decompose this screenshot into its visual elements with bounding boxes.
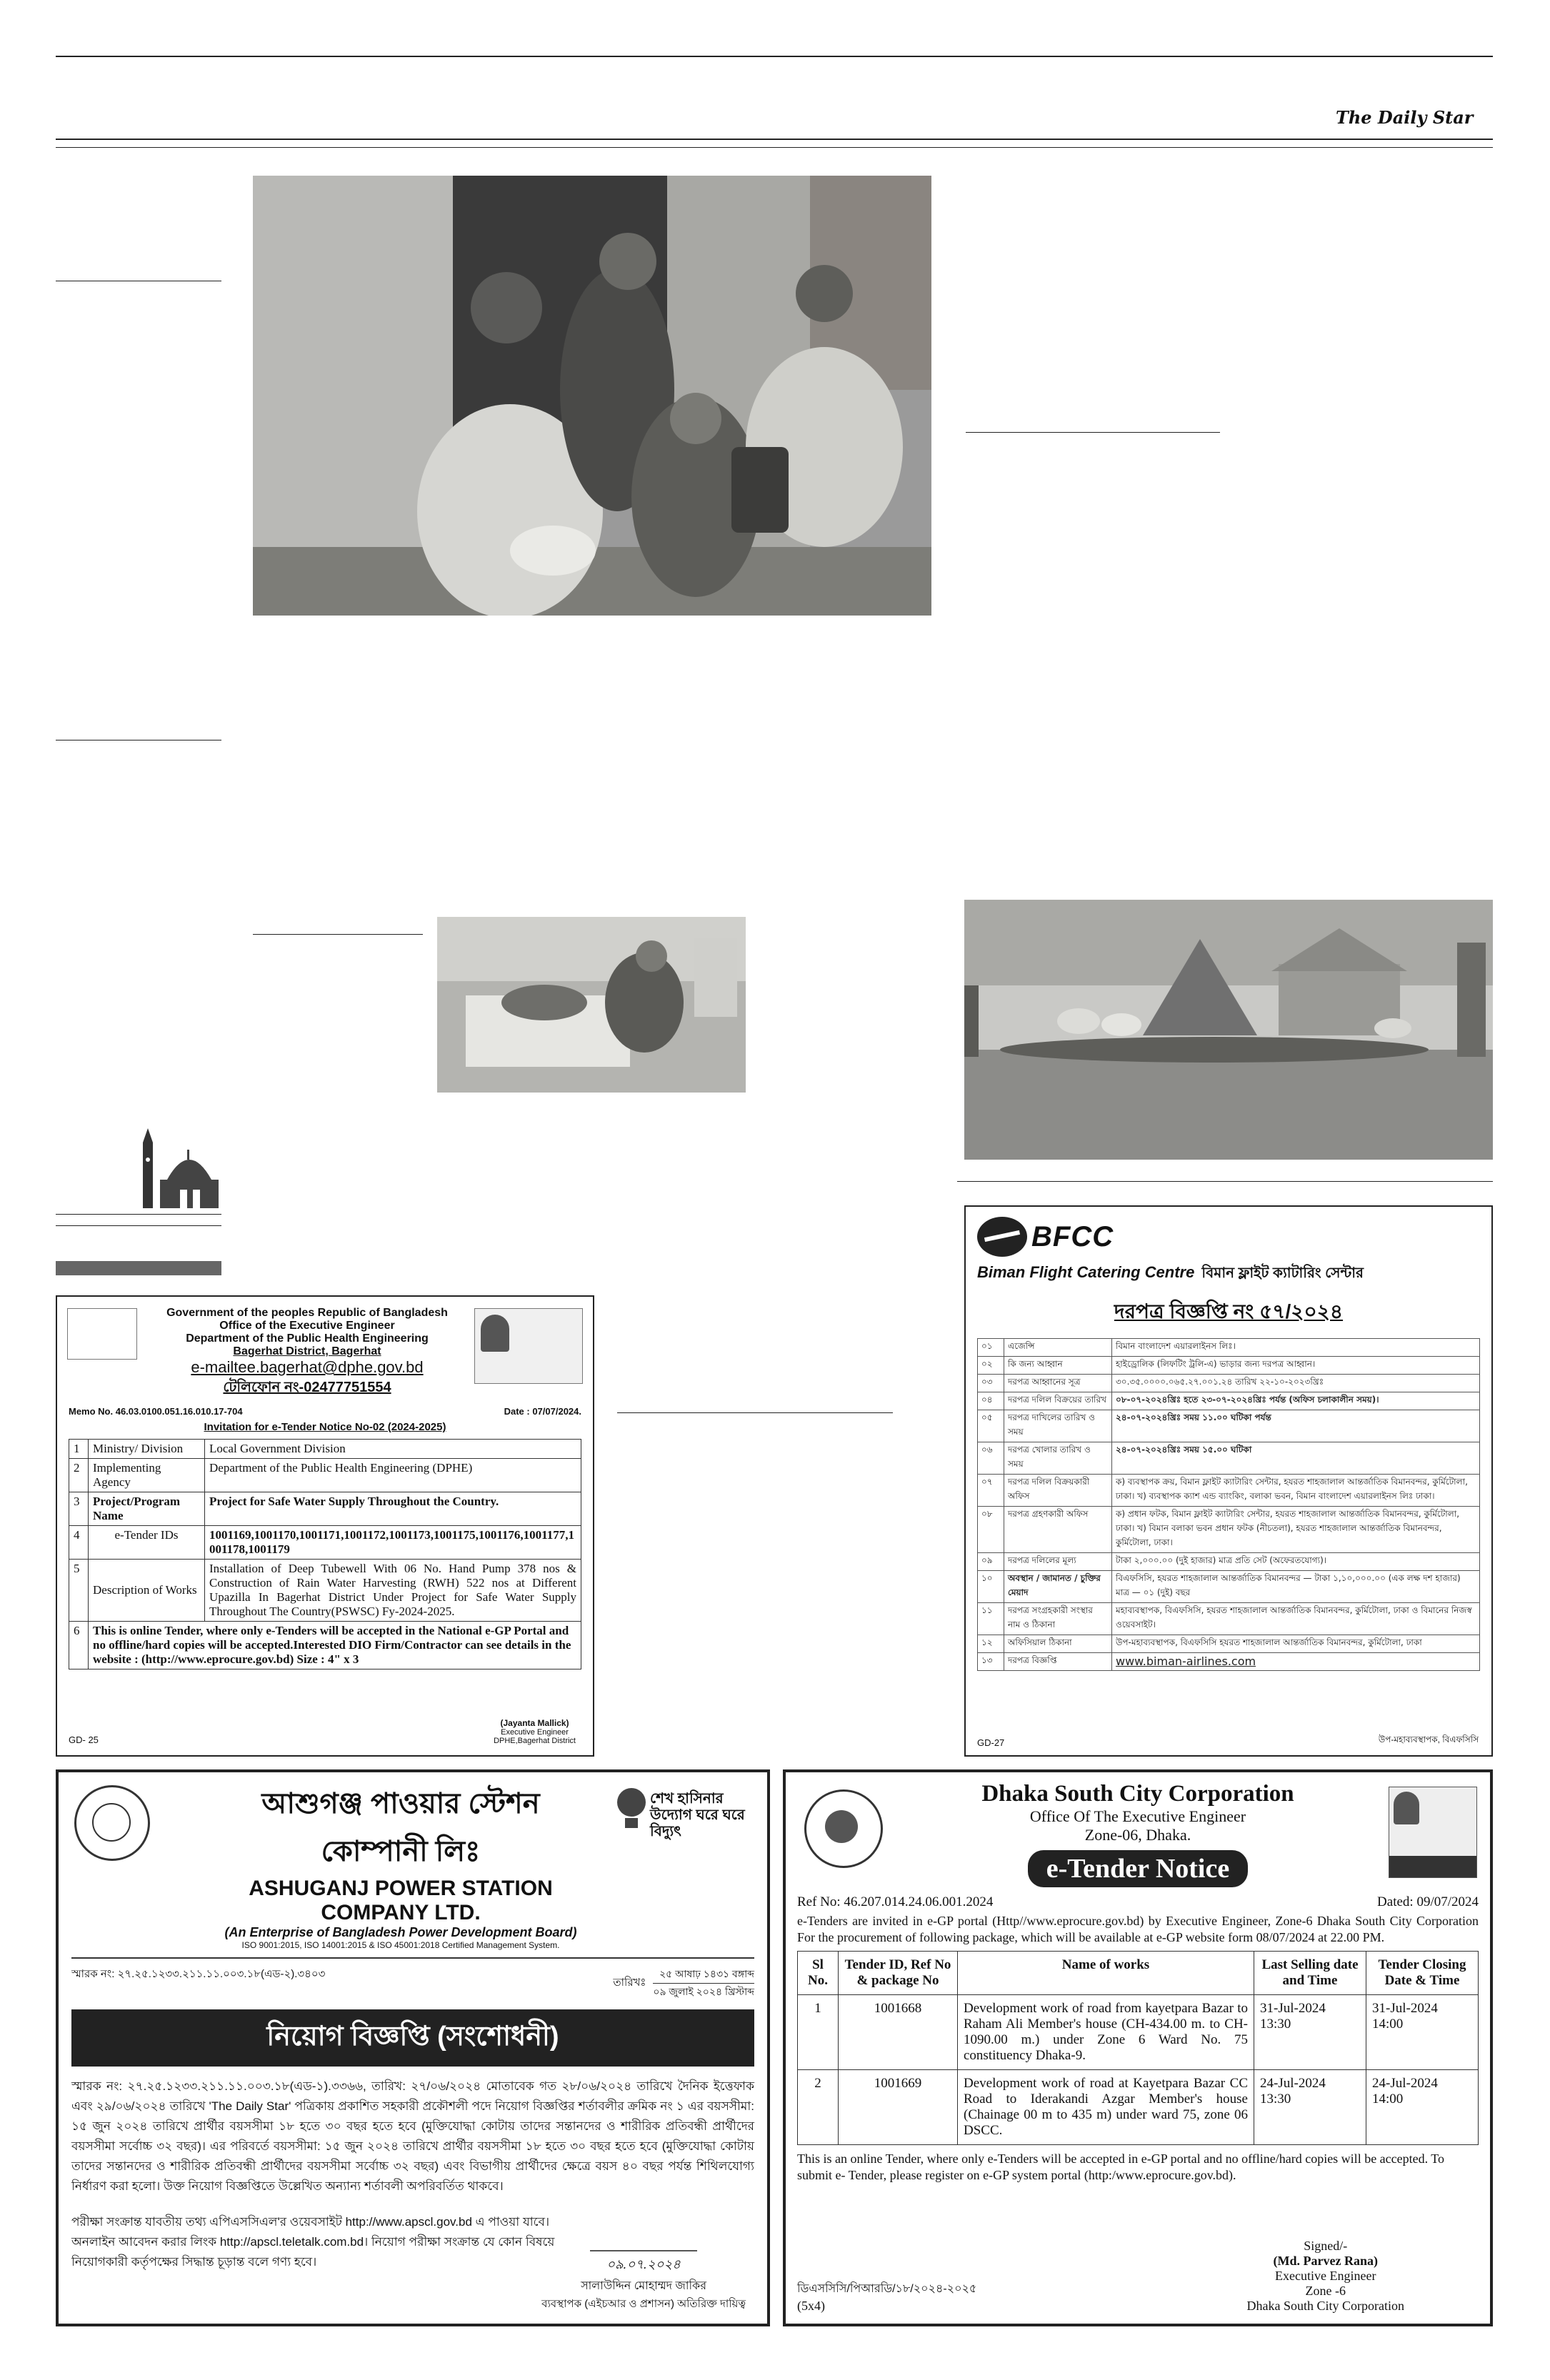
column-separator xyxy=(617,1412,893,1413)
masthead-logo: The Daily Star xyxy=(1336,107,1474,128)
ad-separator xyxy=(957,1181,1493,1182)
dscc-tender-ad xyxy=(783,1769,1493,2326)
table-row: ০৪ দরপত্র দলিল বিক্রয়ের তারিখ ০৮-০৭-২০২৪খ্রিঃ হতে ২৩-০৭-২০২৪খ্রিঃ পর্যন্ত (অফিস চলাকালীন সময়)। xyxy=(978,1392,1480,1410)
table-row: ০৯ দরপত্র দলিলের মূল্য টাকা ২,০০০.০০ (দুই হাজার) মাত্র প্রতি সেট (অফেরতযোগ্য)। xyxy=(978,1553,1480,1571)
photo-image xyxy=(964,900,1493,1160)
table-row: 5 Description of Works Installation of Deep Tubewell With 06 No. Hand Pump 378 nos & Construction of Rain Water Harvesting (RWH) 522 nos at Different Upazilla In Bagerhat District Under Project for Safe Water Supply Throughout The Country(PSWSC) Fy-2024-2025. xyxy=(69,1560,581,1622)
tender-table xyxy=(977,1338,1480,1671)
company-name-bn: আশুগঞ্জ পাওয়ার স্টেশন কোম্পানী লিঃ xyxy=(261,1788,540,1867)
dscc-logo xyxy=(804,1789,883,1868)
signer-org: Dhaka South City Corporation xyxy=(1246,2299,1404,2313)
signed-label: Signed/- xyxy=(1304,2239,1348,2253)
section-rule xyxy=(56,1214,221,1215)
company-name-en: Biman Flight Catering Centre xyxy=(977,1263,1195,1281)
section-rule xyxy=(56,1225,221,1226)
table-row: ০৮ দরপত্র গ্রহণকারী অফিস ক) প্রধান ফটক, বিমান ফ্লাইট ক্যাটারিং সেন্টার, হযরত শাহজালাল আন্তর্জাতিক বিমানবন্দর, কুর্মিটোলা, ঢাকা। খ) বিমান বলাকা ভবন প্রধান ফটক (নীচতলা), হযরত শাহজালাল আন্তর্জাতিক বিমানবন্দর, কুর্মিটোলা, ঢাকা। xyxy=(978,1507,1480,1553)
table-row: ০৩ দরপত্র আহ্বানের সূত্র ৩০.৩৫.০০০০.০৬৫.২৭.০০১.২৪ তারিখ ২২-১০-২০২৩খ্রিঃ xyxy=(978,1375,1480,1392)
notice-date: Dated: 09/07/2024 xyxy=(1377,1894,1479,1909)
date-label: তারিখঃ xyxy=(613,1977,646,1989)
signer-name: (Md. Parvez Rana) xyxy=(1273,2254,1378,2268)
signer-title: উপ-মহাব্যবস্থাপক, বিএফসিসি xyxy=(1378,1734,1479,1744)
table-row: ১০ অবস্থান / জামানত / চুক্তির মেয়াদ বিএফসিসি, হযরত শাহজালাল আন্তর্জাতিক বিমানবন্দর — টাকা ১,১০,০০০.০০ (এক লক্ষ দশ হাজার) মাত্র — ০১ (দুই) বছর xyxy=(978,1571,1480,1603)
signer-name: (Jayanta Mallick) xyxy=(500,1718,569,1728)
table-row: ০৫ দরপত্র দাখিলের তারিখ ও সময় ২৪-০৭-২০২৪খ্রিঃ সময় ১১.০০ ঘটিকা পর্যন্ত xyxy=(978,1410,1480,1442)
notice-intro: e-Tenders are invited in e-GP portal (Http//www.eprocure.gov.bd) by Executive Engineer, Zone-6 Dhaka South City Corporation For the procurement of following package, which will be available at e-GP website form 08/07/2024 at 22.00 PM. xyxy=(797,1914,1479,1945)
signature-date: ০৯.০৭.২০২৪ xyxy=(606,2257,681,2271)
memo-date: Date : 07/07/2024. xyxy=(504,1406,581,1417)
notice-title: নিয়োগ বিজ্ঞপ্তি (সংশোধনী) xyxy=(71,2009,754,2067)
notice-footer: পরীক্ষা সংক্রান্ত যাবতীয় তথ্য এপিএসসিএল'র ওয়েবসাইট http://www.apscl.gov.bd এ পাওয়া যাবে। অনলাইন আবেদন করার লিংক http://apscl.teletalk.com.bd। নিয়োগ পরীক্ষা সংক্রান্ত যে কোন বিষয়ে নিয়োগকারী কর্তৃপক্ষের সিদ্ধান্ত চূড়ান্ত বলে গণ্য হবে। xyxy=(71,2215,555,2269)
iso-line: ISO 9001:2015, ISO 14001:2015 & ISO 45001:2018 Certified Management System. xyxy=(241,1940,560,1950)
header-line: Government of the peoples Republic of Bangladesh xyxy=(166,1307,448,1319)
ad-code: GD-27 xyxy=(977,1737,1005,1748)
zone-name: Zone-06, Dhaka. xyxy=(1084,1826,1191,1844)
website-link[interactable]: www.biman-airlines.com xyxy=(1112,1653,1480,1671)
masthead-rule-1 xyxy=(56,139,1493,140)
ref-number: Ref No: 46.207.014.24.06.001.2024 xyxy=(797,1894,994,1909)
memo-number: স্মারক নং: ২৭.২৫.১২৩৩.২১১.১১.০০৩.১৮(এড-২).৩৪০৩ xyxy=(71,1968,326,1980)
hospital-photo xyxy=(437,917,746,1093)
table-row: 2 Implementing Agency Department of the Public Health Engineering (DPHE) xyxy=(69,1459,581,1492)
table-row: 6 This is online Tender, where only e-Tenders will be accepted in the National e-GP Portal and no offline/hard copies will be accepted.Interested DIO Firm/Contractor can see details in the website : (http://www.eprocure.gov.bd) Size : 4" x 3 xyxy=(69,1622,581,1669)
table-row: ০২ কি জন্য আহ্বান হাইড্রোলিক (লিফটিং ট্রলি-এ) ভাড়ার জন্য দরপত্র আহ্বান। xyxy=(978,1357,1480,1375)
header-line: Department of the Public Health Engineering xyxy=(186,1332,429,1345)
table-row: 3 Project/Program Name Project for Safe Water Supply Throughout the Country. xyxy=(69,1492,581,1526)
slogan: শেখ হাসিনার উদ্যোগ ঘরে ঘরে বিদ্যুৎ xyxy=(650,1791,745,1839)
company-name-en: ASHUGANJ POWER STATION COMPANY LTD. xyxy=(249,1877,553,1924)
table-row: 2 1001669 Development work of road at Kayetpara Bazar CC Road to Iderakandi Azgar Member's house (Chainage 00 m to 435 m) under ward 75, zone 06 DSCC. 24-Jul-2024 13:30 24-Jul-2024 14:00 xyxy=(798,2069,1479,2144)
table-row: ০১ এজেন্সি বিমান বাংলাদেশ এয়ারলাইনস লিঃ। xyxy=(978,1339,1480,1357)
apscl-recruitment-ad xyxy=(56,1769,770,2326)
bfcc-logo-icon xyxy=(977,1217,1027,1257)
bfcc-tender-ad xyxy=(964,1205,1493,1757)
top-rule xyxy=(56,56,1493,57)
header-line: Bagerhat District, Bagerhat xyxy=(233,1345,381,1357)
notice-title: দরপত্র বিজ্ঞপ্তি নং ৫৭/২০২৪ xyxy=(1114,1300,1344,1322)
company-subtitle: (An Enterprise of Bangladesh Power Development Board) xyxy=(224,1925,577,1939)
ad-size: (5x4) xyxy=(797,2299,825,2313)
phone-number: টেলিফোন নং-02477751554 xyxy=(223,1380,391,1395)
table-row: ১৩ দরপত্র বিজ্ঞপ্তি www.biman-airlines.com xyxy=(978,1653,1480,1671)
tender-table xyxy=(69,1439,581,1669)
flood-village-photo xyxy=(964,900,1493,1160)
signer-title: ব্যবস্থাপক (এইচআর ও প্রশাসন) অতিরিক্ত দায়িত্ব xyxy=(541,2298,746,2310)
column-separator xyxy=(253,934,423,935)
apscl-logo xyxy=(74,1785,150,1861)
signer-office: DPHE,Bagerhat District xyxy=(494,1737,576,1745)
table-row: 1 Ministry/ Division Local Government Division xyxy=(69,1440,581,1459)
table-row: ১২ অফিসিয়াল ঠিকানা উপ-মহাব্যবস্থাপক, বিএফসিসি হযরত শাহজালাল আন্তর্জাতিক বিমানবন্দর, কুর্মিটোলা, ঢাকা xyxy=(978,1635,1480,1653)
header-line: Office of the Executive Engineer xyxy=(219,1320,395,1332)
office-name: Office Of The Executive Engineer xyxy=(1029,1807,1246,1825)
memo-number: Memo No. 46.03.0100.051.16.010.17-704 xyxy=(69,1406,243,1417)
table-row: ০৬ দরপত্র খোলার তারিখ ও সময় ২৪-০৭-২০২৪খ্রিঃ সময় ১৫.০০ ঘটিকা xyxy=(978,1442,1480,1475)
table-row: ০৭ দরপত্র দলিল বিক্রয়কারী অফিস ক) ব্যবস্থাপক ক্রয়, বিমান ফ্লাইট ক্যাটারিং সেন্টার, হযরত শাহজালাল আন্তর্জাতিক বিমানবন্দর, কুর্মিটোলা, ঢাকা। খ) ব্যবস্থাপক ক্যাশ এন্ড ব্যাংকিং, বলাকা ভবন, বিমান বাংলাদেশ এয়ারলাইনস লিঃ ঢাকা। xyxy=(978,1475,1480,1507)
mosque-icon xyxy=(143,1128,219,1208)
masthead-rule-2 xyxy=(56,147,1493,148)
date-gregorian: ০৯ জুলাই ২০২৪ খ্রিস্টাব্দ xyxy=(653,1986,754,1997)
table-row: ১১ দরপত্র সংগ্রহকারী সংস্থার নাম ও ঠিকানা মহাব্যবস্থাপক, বিএফসিসি, হযরত শাহজালাল আন্তর্জাতিক বিমানবন্দর, কুর্মিটোলা, ঢাকা ও বিমানের নিজস্ব ওয়েবসাইট। xyxy=(978,1603,1480,1635)
brand-name: BFCC xyxy=(1031,1220,1114,1252)
notice-title: Invitation for e-Tender Notice No-02 (2024-2025) xyxy=(204,1421,446,1433)
photo-image xyxy=(253,176,931,616)
table-header-row: Sl No. Tender ID, Ref No & package No Name of works Last Selling date and Time Tender Closing Date & Time xyxy=(798,1951,1479,1994)
signer-name: সালাউদ্দিন মোহাম্মদ জাকির xyxy=(581,2280,707,2292)
signature xyxy=(590,2221,697,2251)
email-link[interactable]: e-mailtee.bagerhat@dphe.gov.bd xyxy=(191,1358,424,1376)
bulb-icon xyxy=(617,1788,646,1829)
dphe-tender-ad xyxy=(56,1295,594,1757)
column-separator xyxy=(966,432,1220,433)
signer-title: Executive Engineer xyxy=(501,1728,569,1737)
photo-image xyxy=(437,917,746,1093)
table-row: 4 e-Tender IDs 1001169,1001170,1001171,1001172,1001173,1001175,1001176,1001177,1001178,1001179 xyxy=(69,1526,581,1560)
notice-banner: e-Tender Notice xyxy=(1028,1850,1248,1887)
date-bangla: ২৫ আষাঢ় ১৪৩১ বঙ্গাব্দ xyxy=(653,1966,754,1984)
signer-title: Executive Engineer xyxy=(1275,2269,1376,2283)
notice-note: This is an online Tender, where only e-Tenders will be accepted in e-GP portal and no offline/hard copies will be accepted. To submit e- Tender, please register on e-GP system portal (http:/www.eprocure.gov.bd). xyxy=(797,2151,1445,2183)
pm-portrait xyxy=(474,1308,583,1384)
flood-family-photo xyxy=(253,176,931,616)
pm-portrait xyxy=(1389,1787,1477,1878)
signer-zone: Zone -6 xyxy=(1305,2284,1346,2298)
ad-code: ডিএসসিসি/পিআরডি/১৮/২০২৪-২০২৫ xyxy=(797,2283,977,2295)
section-label-bar xyxy=(56,1261,221,1275)
org-title: Dhaka South City Corporation xyxy=(981,1781,1294,1807)
ad-code: GD- 25 xyxy=(69,1734,99,1745)
govt-logo xyxy=(67,1308,137,1360)
notice-body: স্মারক নং: ২৭.২৫.১২৩৩.২১১.১১.০০৩.১৮(এড-১).৩৩৬৬, তারিখ: ২৭/০৬/২০২৪ মোতাবেক গত ২৮/০৬/২০২৪ তারিখে দৈনিক ইত্তেফাক এবং ২৯/০৬/২০২৪ তারিখে 'The Daily Star' পত্রিকায় প্রকাশিত সহকারী প্রকৌশলী পদে নিয়োগ বিজ্ঞপ্তির শর্তাবলীর ক্রমিক নং ১ এর বয়সসীমা: ১৫ জুন ২০২৪ তারিখে প্রার্থীর বয়সসীমা ১৮ হতে ৩০ বছর হতে হবে (মুক্তিযোদ্ধা কোটায় তাদের সন্তানদের ও শারীরিক প্রতিবন্ধী প্রার্থীদের বয়সসীমা সর্বোচ্চ ৩২ বছর)। এর পরিবর্তে বয়সসীমা: ১৫ জুন ২০২৪ তারিখে প্রার্থীর বয়সসীমা ১৮ হতে ৩০ বছর হতে হবে (মুক্তিযোদ্ধা কোটায় তাদের সন্তানদের ও শারীরিক প্রতিবন্ধী প্রার্থীদের বয়সসীমা সর্বোচ্চ ৩২ বছর) এবং বিভাগীয় প্রার্থীদের ক্ষেত্রে বয়স ৪০ বছর পর্যন্ত শিথিলযোগ্য নির্ধারণ করা হলো। উক্ত নিয়োগ বিজ্ঞপ্তিতে উল্লেখিত অন্যান্য শর্তাবলী অপরিবর্তিত থাকবে। xyxy=(71,2079,754,2194)
table-row: 1 1001668 Development work of road from kayetpara Bazar to Raham Ali Member's house (CH-434.00 m. to CH-1090.00 m.) under Zone 6 Ward No. 75 constituency Dhaka-9. 31-Jul-2024 13:30 31-Jul-2024 14:00 xyxy=(798,1994,1479,2069)
company-name-bn: বিমান ফ্লাইট ক্যাটারিং সেন্টার xyxy=(1201,1265,1364,1281)
tender-table xyxy=(797,1951,1479,2145)
